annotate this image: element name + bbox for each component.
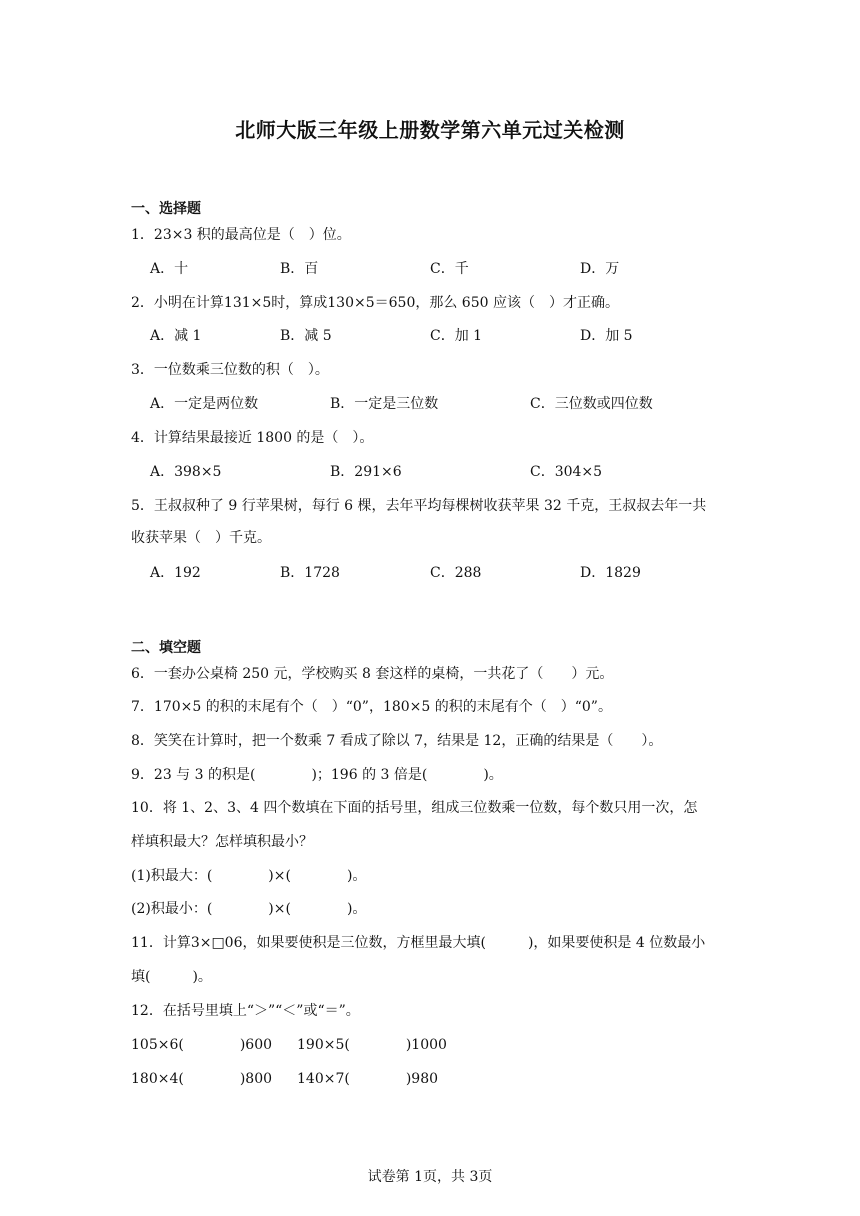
q1-option-a: A．十 <box>150 261 189 277</box>
question-11-line-1: 11．计算3×□06，如果要使积是三位数，方框里最大填( )，如果要使积是 4 位数最小 <box>131 935 706 951</box>
q4-option-c: C．304×5 <box>530 464 603 480</box>
question-2: 2．小明在计算131×5时，算成130×5＝650，那么 650 应该（ ）才正确。 <box>131 295 619 311</box>
q12-item-1: 105×6( )600 <box>131 1037 273 1053</box>
question-12: 12．在括号里填上“＞”“＜”或“＝”。 <box>131 1003 360 1019</box>
question-7: 7．170×5 的积的末尾有个（ ）“0”，180×5 的积的末尾有个（ ）“0”。 <box>131 699 612 715</box>
q4-option-b: B．291×6 <box>330 464 402 480</box>
q3-option-a: A．一定是两位数 <box>150 396 259 412</box>
question-3: 3．一位数乘三位数的积（ ）。 <box>131 362 329 378</box>
q3-option-b: B．一定是三位数 <box>330 396 439 412</box>
question-5-line-2: 收获苹果（ ）千克。 <box>131 530 271 546</box>
question-6: 6．一套办公桌椅 250 元，学校购买 8 套这样的桌椅，一共花了（ ）元。 <box>131 666 614 682</box>
question-10-line-1: 10．将 1、2、3、4 四个数填在下面的括号里，组成三位数乘一位数，每个数只用一次，怎 <box>131 800 698 816</box>
q1-option-c: C．千 <box>430 261 469 277</box>
q12-item-4: 140×7( )980 <box>297 1071 439 1087</box>
q5-option-d: D．1829 <box>580 565 641 581</box>
q2-option-d: D．加 5 <box>580 328 633 344</box>
q4-option-a: A．398×5 <box>150 464 222 480</box>
question-5-line-1: 5．王叔叔种了 9 行苹果树，每行 6 棵，去年平均每棵树收获苹果 32 千克，王叔叔去年一共 <box>131 498 707 514</box>
question-11-line-2: 填( )。 <box>131 969 212 985</box>
question-10-line-2: 样填积最大？怎样填积最小？ <box>131 834 313 850</box>
question-4: 4．计算结果最接近 1800 的是（ ）。 <box>131 430 374 446</box>
q2-option-c: C．加 1 <box>430 328 483 344</box>
q2-option-b: B．减 5 <box>280 328 332 344</box>
q12-item-2: 190×5( )1000 <box>297 1037 447 1053</box>
section-heading-fill: 二、填空题 <box>131 640 201 656</box>
page-title: 北师大版三年级上册数学第六单元过关检测 <box>235 118 625 142</box>
q1-option-d: D．万 <box>580 261 620 277</box>
question-1: 1．23×3 积的最高位是（ ）位。 <box>131 227 351 243</box>
question-10-part-2: (2)积最小：( )×( )。 <box>131 901 367 917</box>
q1-option-b: B．百 <box>280 261 319 277</box>
question-10-part-1: (1)积最大：( )×( )。 <box>131 868 367 884</box>
q12-item-3: 180×4( )800 <box>131 1071 273 1087</box>
q5-option-c: C．288 <box>430 565 482 581</box>
question-8: 8．笑笑在计算时，把一个数乘 7 看成了除以 7，结果是 12，正确的结果是（ ）。 <box>131 733 663 749</box>
question-9: 9．23 与 3 的积是( )；196 的 3 倍是( )。 <box>131 767 503 783</box>
q5-option-a: A．192 <box>150 565 201 581</box>
q2-option-a: A．减 1 <box>150 328 202 344</box>
q3-option-c: C．三位数或四位数 <box>530 396 653 412</box>
q5-option-b: B．1728 <box>280 565 340 581</box>
page-footer: 试卷第 1页，共 3页 <box>367 1169 493 1185</box>
section-heading-choice: 一、选择题 <box>131 201 201 217</box>
